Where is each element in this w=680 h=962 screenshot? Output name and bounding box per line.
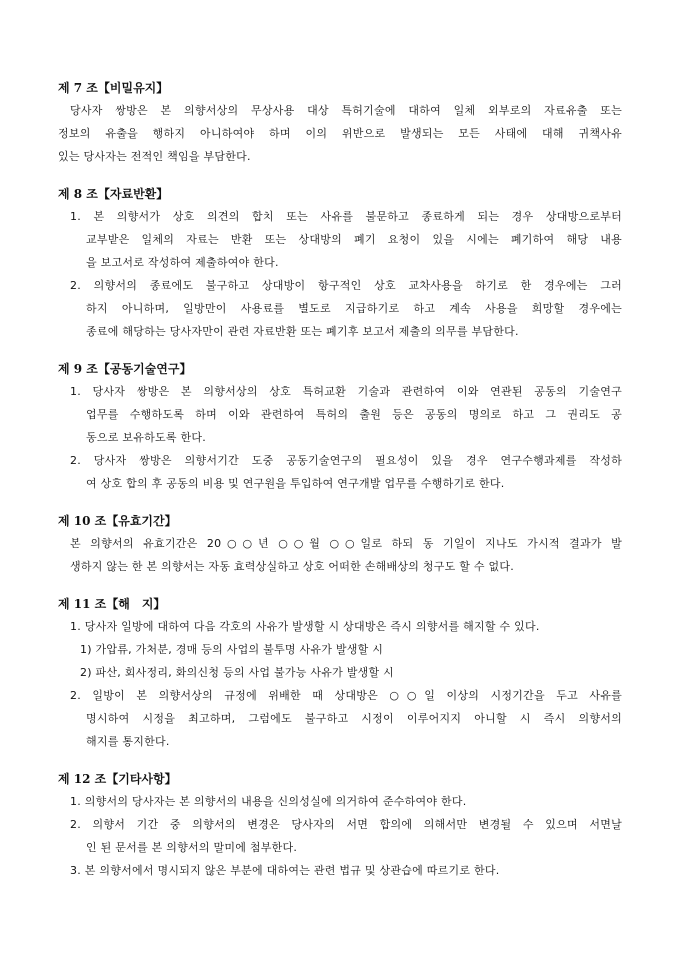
article-8-line-1: 1. 본 의향서가 상호 의견의 합치 또는 사유를 불문하고 종료하게 되는 경우 상대방으로부터 xyxy=(70,210,622,223)
article-7-line-1: 당사자 쌍방은 본 의향서상의 무상사용 대상 특허기술에 대하여 일체 외부로의 자료유출 또는 xyxy=(70,104,622,117)
article-11-line-1: 1. 당사자 일방에 대하여 다음 각호의 사유가 발생할 시 상대방은 즉시 의향서를 해지할 수 있다. xyxy=(70,620,540,633)
article-9-heading: 제 9 조【공동기술연구】 xyxy=(58,362,192,376)
article-8-heading: 제 8 조【자료반환】 xyxy=(58,187,169,201)
article-11-subitem-2: 2) 파산, 회사정리, 화의신청 등의 사업 불가능 사유가 발생할 시 xyxy=(80,666,395,679)
article-12-line-2: 2. 의향서 기간 중 의향서의 변경은 당사자의 서면 합의에 의해서만 변경될 수 있으며 서면날 xyxy=(70,818,622,831)
article-8-line-3: 을 보고서로 작성하여 제출하여야 한다. xyxy=(86,256,279,269)
article-10-line-1: 본 의향서의 유효기간은 20○○년 ○○월 ○○일로 하되 동 기일이 지나도 가시적 결과가 발 xyxy=(70,537,622,550)
article-11-line-4: 2. 일방이 본 의향서상의 규정에 위배한 때 상대방은 ○○일 이상의 시정기간을 두고 사유를 xyxy=(70,689,622,702)
article-7-heading: 제 7 조【비밀유지】 xyxy=(58,81,169,95)
article-9-line-2: 업무를 수행하도록 하며 이와 관련하여 특허의 출원 등은 공동의 명의로 하고 그 권리도 공 xyxy=(86,408,622,421)
article-12-line-4: 3. 본 의향서에서 명시되지 않은 부분에 대하여는 관련 법규 및 상관습에 따르기로 한다. xyxy=(70,864,500,877)
article-12-heading: 제 12 조【기타사항】 xyxy=(58,772,177,786)
article-8-line-2: 교부받은 일체의 자료는 반환 또는 상대방의 폐기 요청이 있을 시에는 폐기하여 해당 내용 xyxy=(86,233,622,246)
article-10-heading: 제 10 조【유효기간】 xyxy=(58,514,177,528)
article-7-line-2: 정보의 유출을 행하지 아니하여야 하며 이의 위반으로 발생되는 모든 사태에 대해 귀책사유 xyxy=(58,127,622,140)
article-11-subitem-1: 1) 가압류, 가처분, 경매 등의 사업의 불투명 사유가 발생할 시 xyxy=(80,643,384,656)
article-11-line-6: 해지를 통지한다. xyxy=(86,735,170,748)
article-8-line-4: 2. 의향서의 종료에도 불구하고 상대방이 항구적인 상호 교차사용을 하기로 한 경우에는 그러 xyxy=(70,279,622,292)
article-8-line-6: 종료에 해당하는 당사자만이 관련 자료반환 또는 폐기후 보고서 제출의 의무를 부담한다. xyxy=(86,325,519,338)
article-9-line-1: 1. 당사자 쌍방은 본 의향서상의 상호 특허교환 기술과 관련하여 이와 연관된 공동의 기술연구 xyxy=(70,385,622,398)
article-11-line-5: 명시하여 시정을 최고하며, 그럼에도 불구하고 시정이 이루어지지 아니할 시 즉시 의향서의 xyxy=(86,712,622,725)
article-10-line-2: 생하지 않는 한 본 의향서는 자동 효력상실하고 상호 어떠한 손해배상의 청구도 할 수 없다. xyxy=(70,560,514,573)
article-12-line-3: 인 된 문서를 본 의향서의 말미에 첨부한다. xyxy=(86,841,298,854)
article-12-line-1: 1. 의향서의 당사자는 본 의향서의 내용을 신의성실에 의거하여 준수하여야 한다. xyxy=(70,795,467,808)
article-9-line-4: 2. 당사자 쌍방은 의향서기간 도중 공동기술연구의 필요성이 있을 경우 연구수행과제를 작성하 xyxy=(70,454,622,467)
article-7-line-3: 있는 당사자는 전적인 책임을 부담한다. xyxy=(58,150,251,163)
article-8-line-5: 하지 아니하며, 일방만이 사용료를 별도로 지급하기로 하고 계속 사용을 희망할 경우에는 xyxy=(86,302,622,315)
article-11-heading: 제 11 조【해 지】 xyxy=(58,597,166,611)
article-9-line-5: 여 상호 합의 후 공동의 비용 및 연구원을 투입하여 연구개발 업무를 수행하기로 한다. xyxy=(86,477,505,490)
article-9-line-3: 동으로 보유하도록 한다. xyxy=(86,431,206,444)
